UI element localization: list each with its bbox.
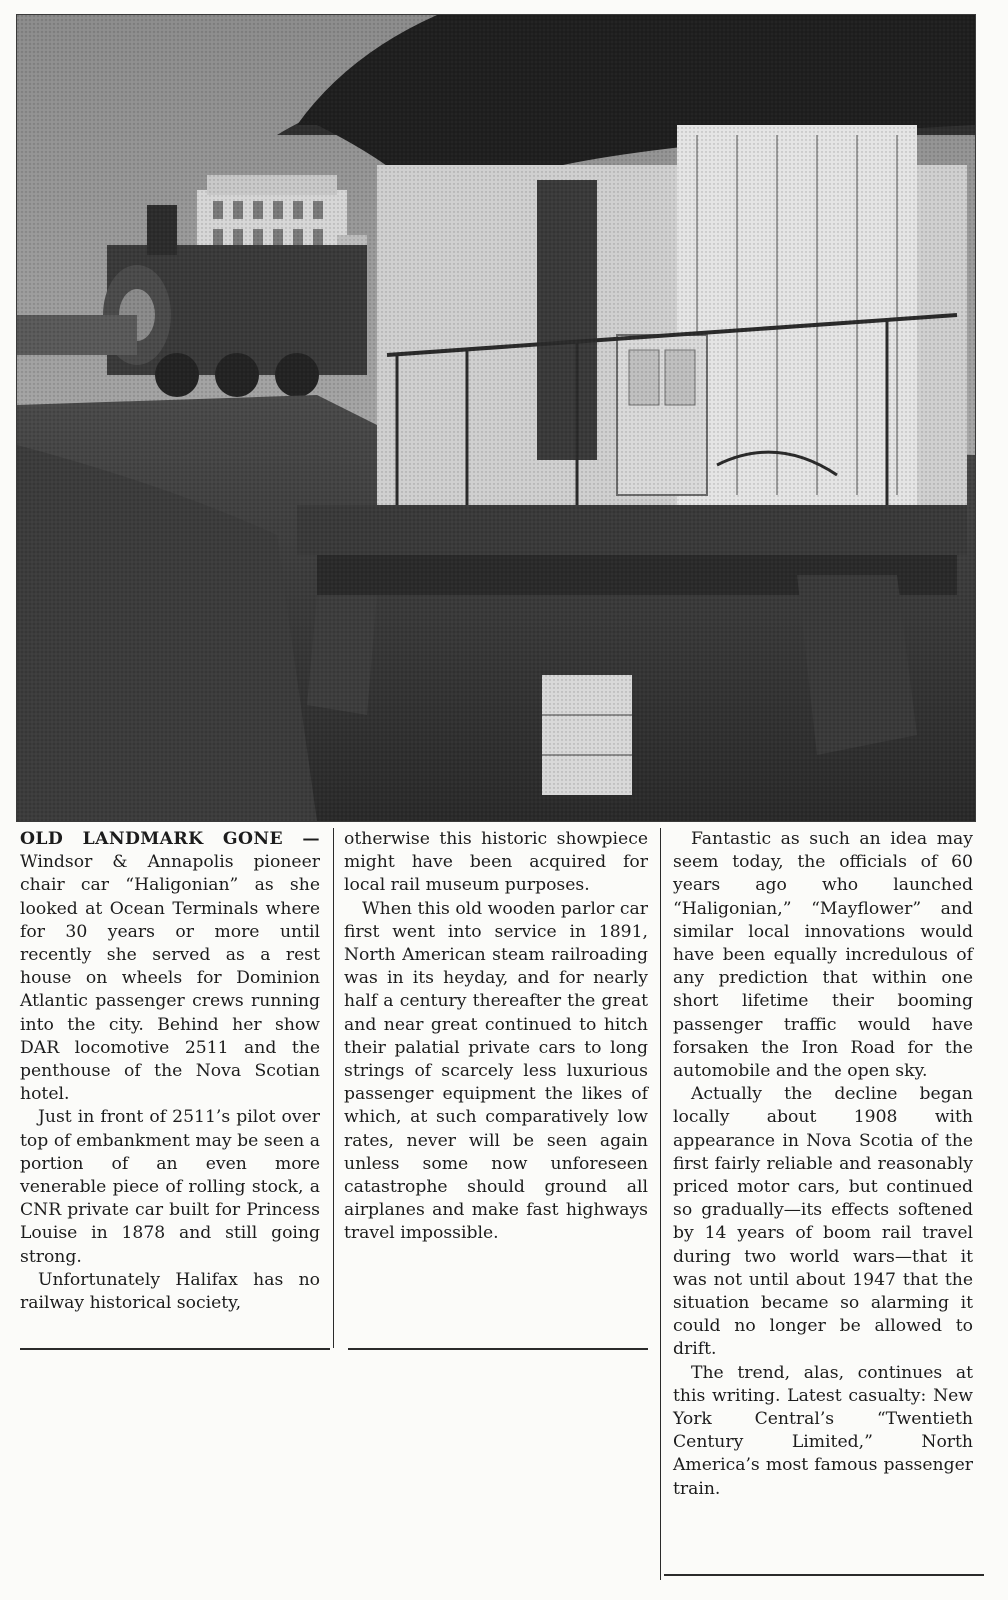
paragraph-4: When this old wooden parlor car first went into service in 1891, North American steam railroading was in its heyday, and for nearly half a century thereafter the great and near great continued to hitch their palatial private cars to long strings of scarcely less luxurious passenger equipment the likes of which, at such comparatively low rates, never will be seen again unless some now unforeseen catastrophe should ground all airplanes and make fast highways travel impossible. [344,898,648,1244]
caption-text: Windsor & Annapolis pioneer chair car “Haligonian” as she looked at Ocean Terminals where for 30 years or more until recently she served as a rest house on wheels for Dominion Atlantic passenger crews running into the city. Behind her show DAR locomotive 2511 and the penthouse of the Nova Scotian hotel. [20,852,320,1105]
article-end-rule [664,1574,984,1576]
paragraph-5: Fantastic as such an idea may seem today, the officials of 60 years ago who launched “Haligonian,” “Mayflower” and similar local innovations would have been equally incredulous of any prediction that within one short lifetime their booming passenger traffic would have forsaken the Iron Road for the automobile and the open sky. [673,829,973,1082]
column-rule-2 [660,828,661,1580]
column-end-rule-1 [20,1348,330,1350]
column-rule-1 [333,828,334,1348]
paragraph-3-part-1: Unfortunately Halifax has no railway historical society, [20,1269,320,1314]
paragraph-3-part-2: otherwise this historic showpiece might have been acquired for local rail museum purposes. [344,829,648,896]
halftone-photo [17,15,975,821]
text-column-3 [673,828,973,1501]
headline: OLD LANDMARK GONE — [20,829,320,849]
caption-paragraph [20,828,320,1106]
paragraph-6: Actually the decline began locally about 1908 with appearance in Nova Scotia of the first fairly reliable and reasonably priced motor cars, but continued so gradually—its effects softened by 14 years of boom rail travel during two world wars—that it was not until about 1947 that the situation became so alarming it could no longer be allowed to drift. [673,1084,973,1360]
text-column-1 [20,828,320,1315]
news-photo [16,14,976,822]
paragraph-2: Just in front of 2511’s pilot over top of embankment may be seen a portion of an even more venerable piece of rolling stock, a CNR private car built for Princess Louise in 1878 and still going strong. [20,1107,320,1267]
text-column-2 [344,828,648,1246]
paragraph-7: The trend, alas, continues at this writing. Latest casualty: New York Central’s “Twentieth Century Limited,” North America’s most famous passenger train. [673,1362,973,1499]
column-end-rule-2 [348,1348,648,1350]
